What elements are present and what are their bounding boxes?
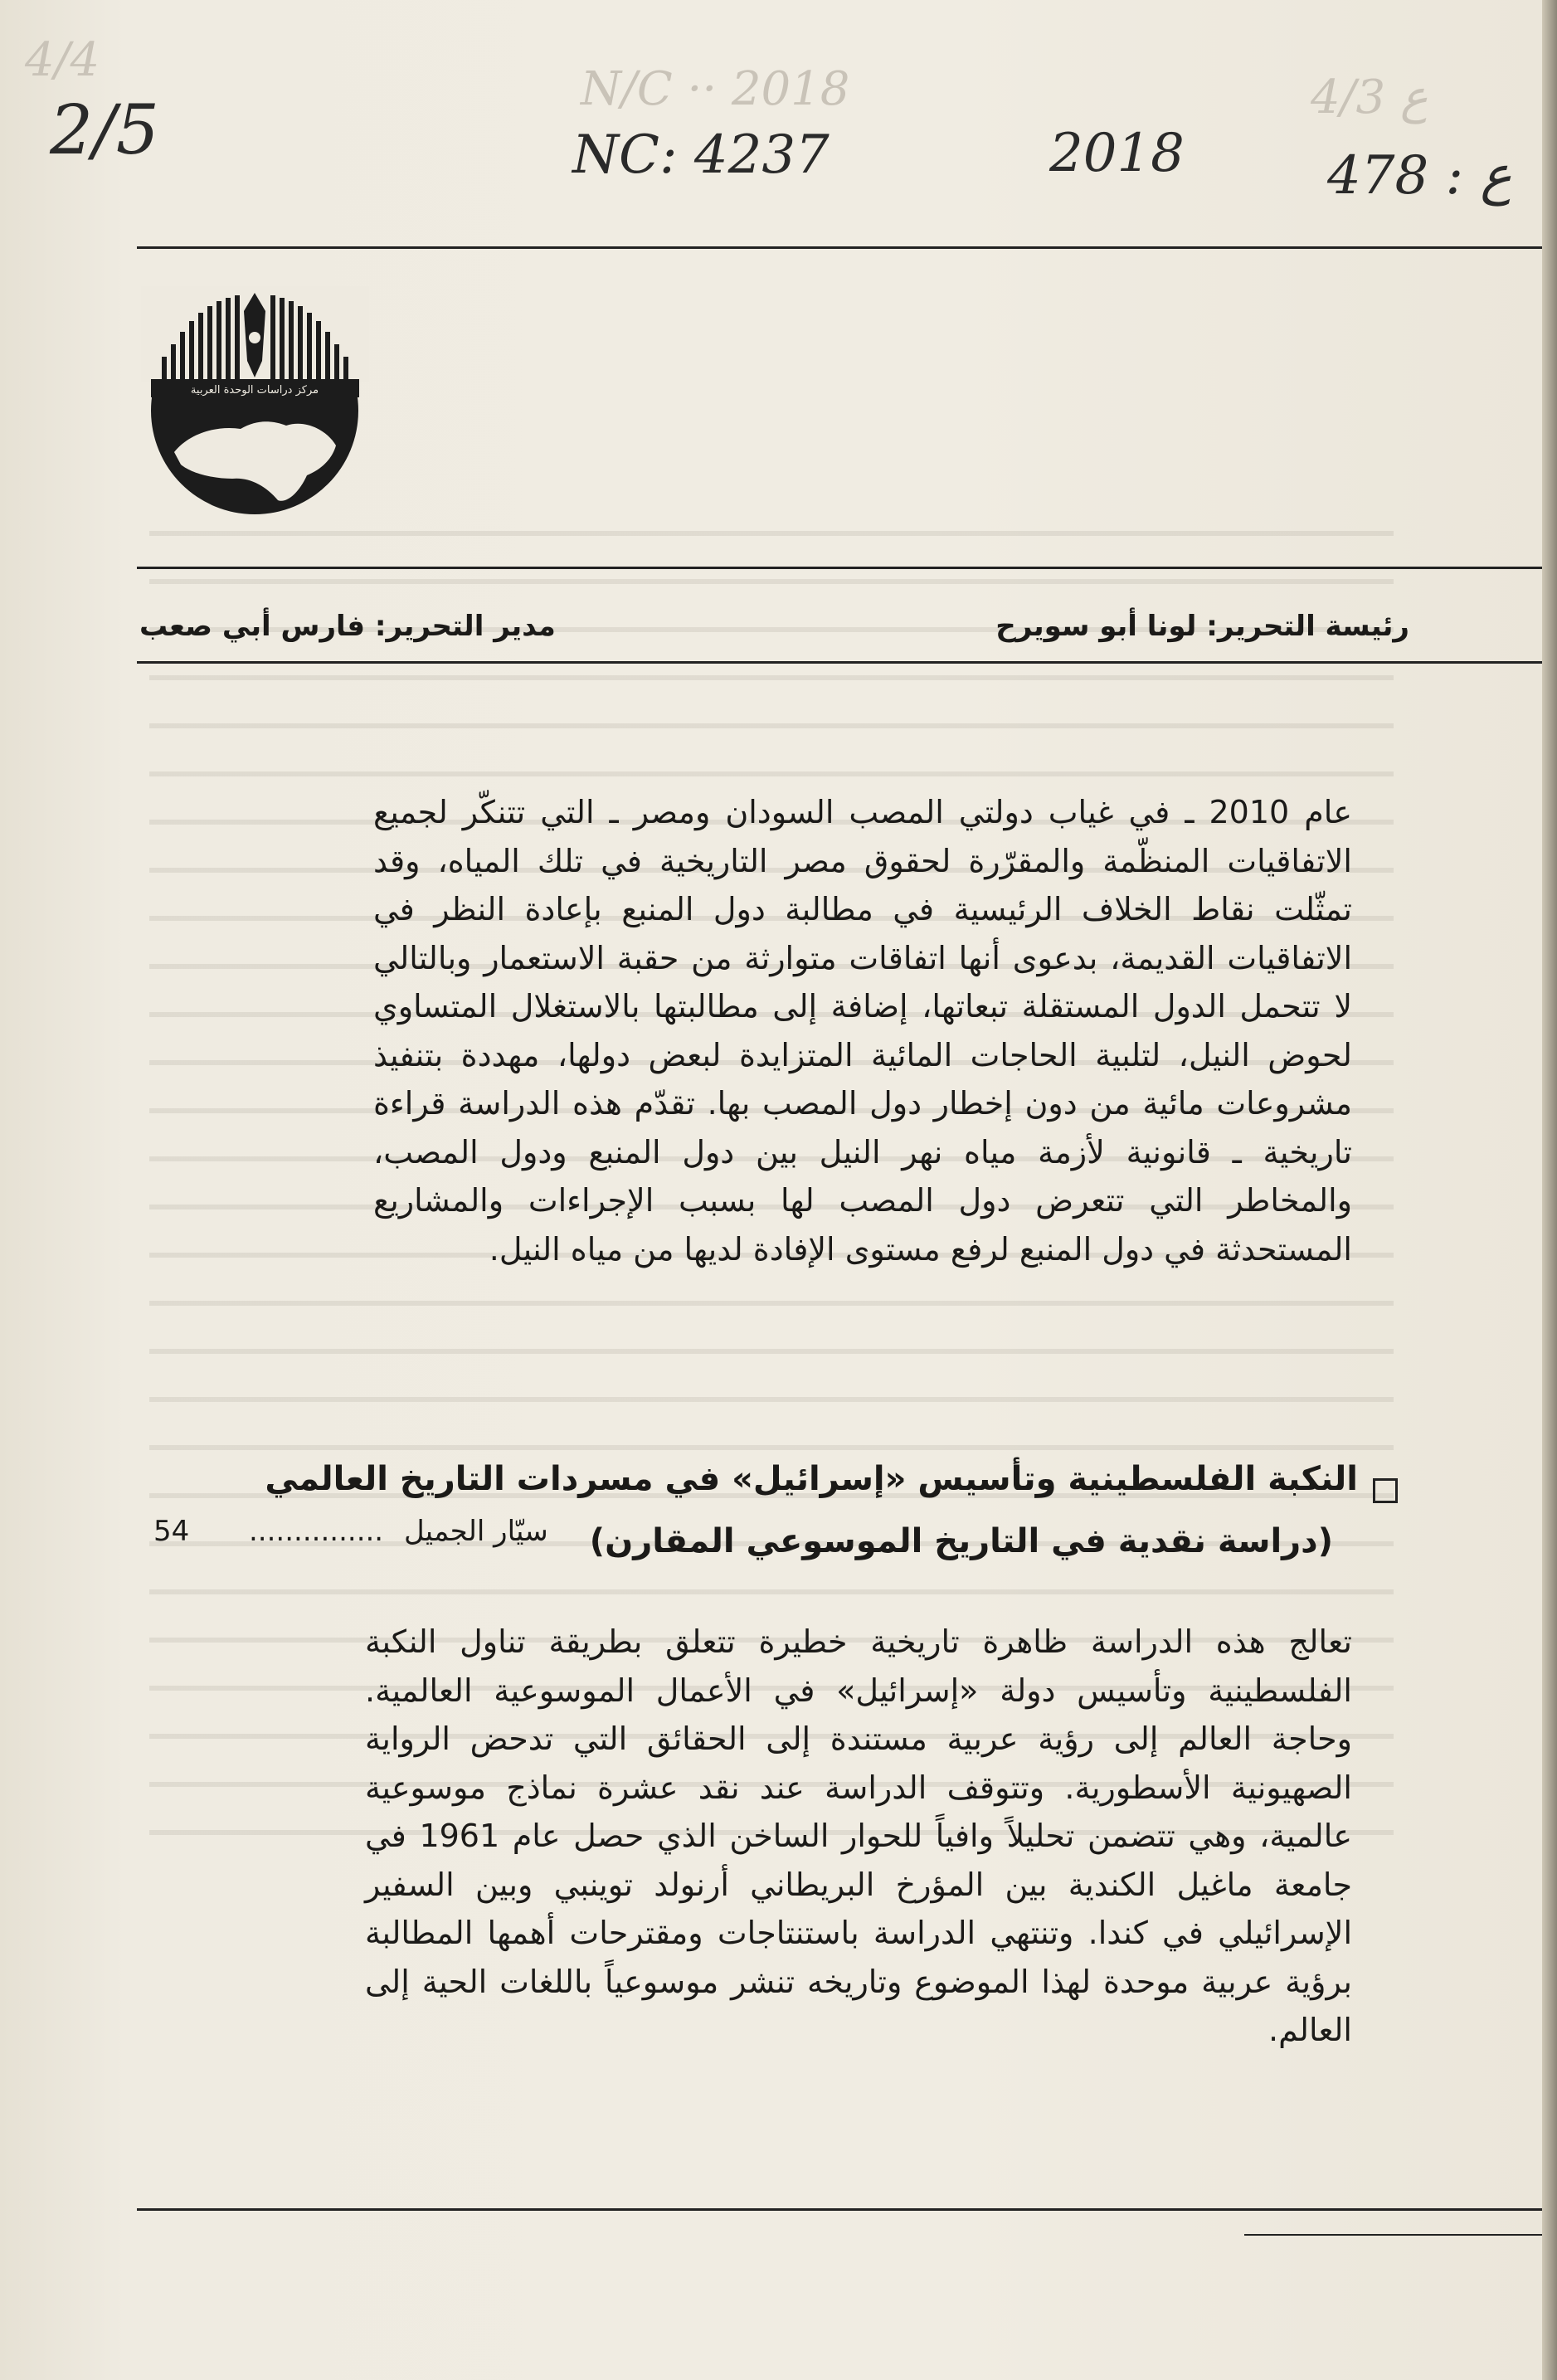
logo-label: مركز دراسات الوحدة العربية xyxy=(190,384,319,397)
handwritten-issue-number: 478 : ع xyxy=(1327,145,1512,207)
entry-author: سيّار الجميل xyxy=(403,1515,548,1548)
masthead-top-rule xyxy=(137,567,1543,569)
bottom-rule-right-extension xyxy=(1244,2234,1543,2236)
entry-abstract: تعالج هذه الدراسة ظاهرة تاريخية خطيرة تتعلق بطريقة تناول النكبة الفلسطينية وتأسيس دولة «إسرائيل» في الأعمال الموسوعية العالمية. وحاجة العالم إلى رؤية عربية مستندة إلى الحقائق التي تدحض الرواية الصهيونية الأسطورية. وتتوقف الدراسة عند نقد عشرة نماذج موسوعية عالمية، وهي تتضمن تحليلاً وافياً للحوار الساخن الذي حصل عام 1961 في جامعة ماغيل الكندية بين المؤرخ البريطاني أرنولد توينبي وبين السفير الإسرائيلي في كندا. وتنتهي الدراسة باستنتاجات ومقترحات أهمها المطالبة برؤية عربية موحدة لهذا الموضوع وتاريخه تنشر موسوعياً باللغات الحية إلى العالم. xyxy=(365,1623,1352,2048)
bottom-rule xyxy=(137,2208,1543,2211)
page-binding-edge xyxy=(1542,0,1557,2380)
entry-author-row xyxy=(249,1515,548,1548)
top-rule xyxy=(137,246,1543,249)
entry-checkbox xyxy=(1373,1478,1398,1503)
entry-title-line2: (دراسة نقدية في التاريخ الموسوعي المقارن) xyxy=(589,1522,1333,1560)
handwritten-nc-number: NC: 4237 xyxy=(572,124,830,186)
editor-in-chief: رئيسة التحرير: لونا أبو سويرح xyxy=(995,610,1409,643)
publisher-logo xyxy=(141,286,369,514)
faint-handwriting-left: 4/4 xyxy=(25,33,100,87)
handwritten-year: 2018 xyxy=(1049,123,1185,184)
handwritten-folio: 2/5 xyxy=(50,91,159,170)
entry-title-line1: النكبة الفلسطينية وتأسيس «إسرائيل» في مسردات التاريخ العالمي xyxy=(265,1460,1358,1498)
continued-abstract: عام 2010 ـ في غياب دولتي المصب السودان ومصر ـ التي تتنكّر لجميع الاتفاقيات المنظّمة والمقرّرة لحقوق مصر التاريخية في تلك المياه، وقد تمثّلت نقاط الخلاف الرئيسية في مطالبة دول المنبع بإعادة النظر في الاتفاقيات القديمة، بدعوى أنها اتفاقات متوارثة من حقبة الاستعمار وبالتالي لا تتحمل الدول المستقلة تبعاتها، إضافة إلى مطالبتها بالاستغلال المتساوي لحوض النيل، لتلبية الحاجات المائية المتزايدة لبعض دولها، مهددة بتنفيذ مشروعات مائية من دون إخطار دول المصب بها. تقدّم هذه الدراسة قراءة تاريخية ـ قانونية لأزمة مياه نهر النيل بين دول المنبع ودول المصب، والمخاطر التي تتعرض دول المصب لها بسبب الإجراءات والمشاريع المستحدثة في دول المنبع لرفع مستوى الإفادة لديها من مياه النيل. xyxy=(373,794,1352,1268)
faint-handwriting-right: 4/3 ع xyxy=(1311,71,1428,124)
entry-page-number: 54 xyxy=(153,1515,190,1548)
faint-handwriting-middle: N/C ·· 2018 xyxy=(581,62,850,116)
entry-leader-dots: ............... xyxy=(249,1515,384,1548)
masthead-bottom-rule xyxy=(137,661,1543,664)
managing-editor: مدير التحرير: فارس أبي صعب xyxy=(139,610,556,643)
